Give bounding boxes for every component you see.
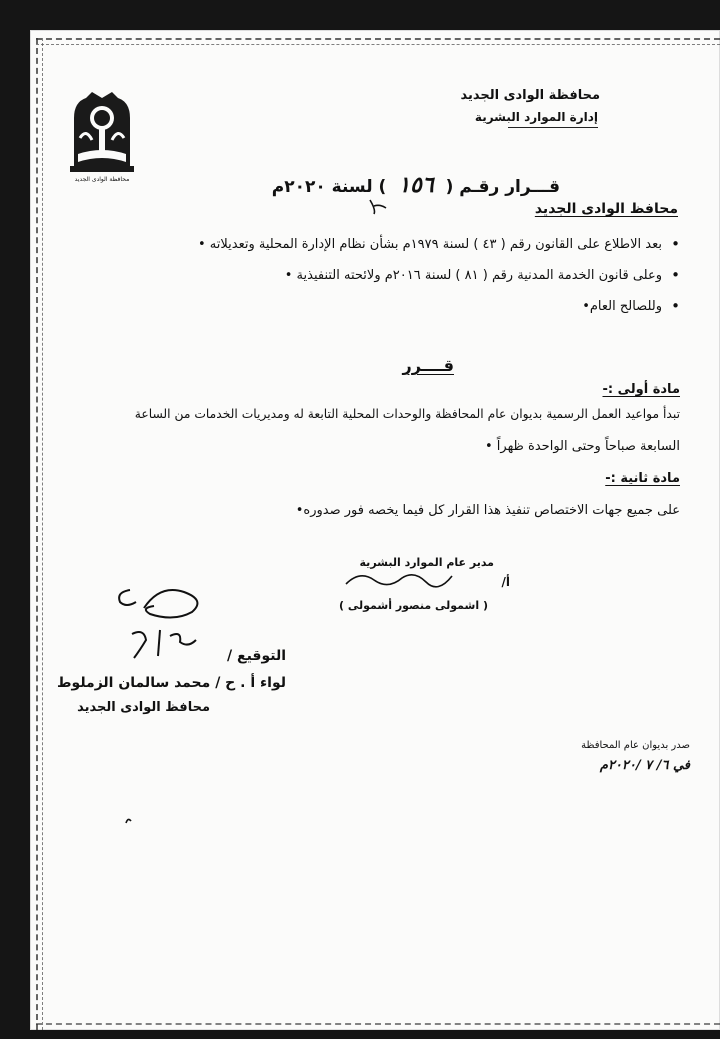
- header-department: إدارة الموارد البشرية: [474, 110, 598, 124]
- hr-director-title: مدير عام الموارد البشرية: [359, 556, 494, 569]
- preamble-item: • بعد الاطلاع على القانون رقم ( ٤٣ ) لسنة ١٩٧٩م بشأن نظام الإدارة المحلية وتعديلاته •: [198, 229, 680, 260]
- issued-date: في ٦/ ٧ /٢٠٢٠م: [599, 758, 690, 773]
- preamble-item: • وللصالح العام•: [198, 291, 680, 322]
- decree-page: [30, 30, 720, 1030]
- hr-director-signature-icon: [340, 566, 460, 592]
- issuer-title: محافظ الوادى الجديد: [534, 201, 678, 217]
- hr-director-prefix: أ/: [501, 575, 510, 589]
- ink-mark-icon: [124, 815, 134, 825]
- governor-title: محافظ الوادى الجديد: [77, 700, 210, 715]
- governor-signature-icon: [110, 578, 220, 668]
- decides-heading: قــــرر: [402, 356, 454, 375]
- article2-title: مادة ثانية :-: [605, 471, 680, 486]
- governorate-logo: [66, 88, 138, 188]
- decree-number: ١٥٦: [398, 172, 434, 198]
- governorate-seal-icon: [66, 88, 138, 176]
- governor-name: لواء أ . ح / محمد سالمان الزملوط: [57, 675, 286, 691]
- logo-caption: محافظة الوادى الجديد: [74, 176, 130, 183]
- preamble-item: • وعلى قانون الخدمة المدنية رقم ( ٨١ ) لسنة ٢٠١٦م ولائحته التنفيذية •: [198, 260, 680, 291]
- page-border-left: [36, 38, 43, 1030]
- preamble-list: [198, 229, 680, 322]
- page-border-bottom: [36, 1023, 720, 1028]
- decree-title: [272, 172, 560, 198]
- article1-line1: تبدأ مواعيد العمل الرسمية بديوان عام المحافظة والوحدات المحلية التابعة له ومديريات الخدمات من الساعة: [134, 407, 680, 421]
- handwritten-mark-icon: [366, 196, 390, 216]
- article1-title: مادة أولى :-: [602, 382, 680, 397]
- page-border-top: [36, 38, 720, 45]
- governor-signature-label: التوقيع /: [227, 648, 286, 664]
- issued-place: صدر بديوان عام المحافظة: [581, 740, 690, 751]
- header-underline: [508, 127, 598, 128]
- article1-line2: السابعة صباحاً وحتى الواحدة ظهراً •: [484, 439, 680, 454]
- header-org: محافظة الوادى الجديد: [460, 88, 600, 103]
- hr-director-name: ( اشمولى منصور أشمولى ): [339, 599, 488, 612]
- article2-text: على جميع جهات الاختصاص تنفيذ هذا القرار كل فيما يخصه فور صدوره•: [295, 503, 680, 518]
- decree-title-suffix: ) لسنة ٢٠٢٠م: [271, 177, 387, 197]
- decree-title-prefix: قـــرار رقـم (: [445, 177, 560, 197]
